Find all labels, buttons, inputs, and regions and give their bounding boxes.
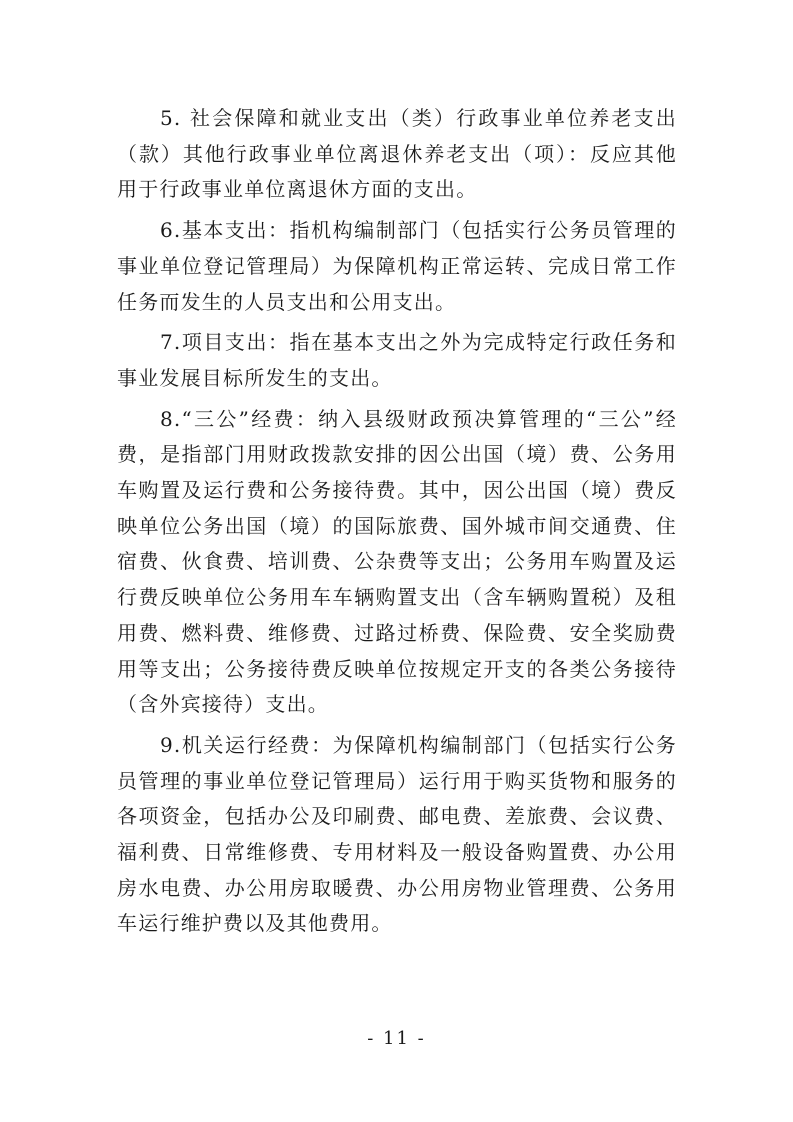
paragraph-item-7: 7.项目支出：指在基本支出之外为完成特定行政任务和事业发展目标所发生的支出。 xyxy=(117,330,677,390)
document-body xyxy=(117,101,677,947)
paragraph-item-8: 8.“三公”经费：纳入县级财政预决算管理的“三公”经费，是指部门用财政拨款安排的因公出国（境）费、公务用车购置及运行费和公务接待费。其中，因公出国（境）费反映单位公务出国（境）的国际旅费、国外城市间交通费、住宿费、伙食费、培训费、公杂费等支出；公务用车购置及运行费反映单位公务用车车辆购置支出（含车辆购置税）及租用费、燃料费、维修费、过路过桥费、保险费、安全奖励费用等支出；公务接待费反映单位按规定开支的各类公务接待（含外宾接待）支出。 xyxy=(117,406,677,717)
paragraph-item-9: 9.机关运行经费：为保障机构编制部门（包括实行公务员管理的事业单位登记管理局）运行用于购买货物和服务的各项资金，包括办公及印刷费、邮电费、差旅费、会议费、福利费、日常维修费、专用材料及一般设备购置费、办公用房水电费、办公用房取暖费、办公用房物业管理费、公务用车运行维护费以及其他费用。 xyxy=(117,732,677,936)
page-number: - 11 - xyxy=(367,1028,426,1049)
paragraph-item-5: 5. 社会保障和就业支出（类）行政事业单位养老支出（款）其他行政事业单位离退休养老支出（项）：反应其他用于行政事业单位离退休方面的支出。 xyxy=(117,106,677,202)
paragraph-item-6: 6.基本支出：指机构编制部门（包括实行公务员管理的事业单位登记管理局）为保障机构正常运转、完成日常工作任务而发生的人员支出和公用支出。 xyxy=(117,218,677,314)
